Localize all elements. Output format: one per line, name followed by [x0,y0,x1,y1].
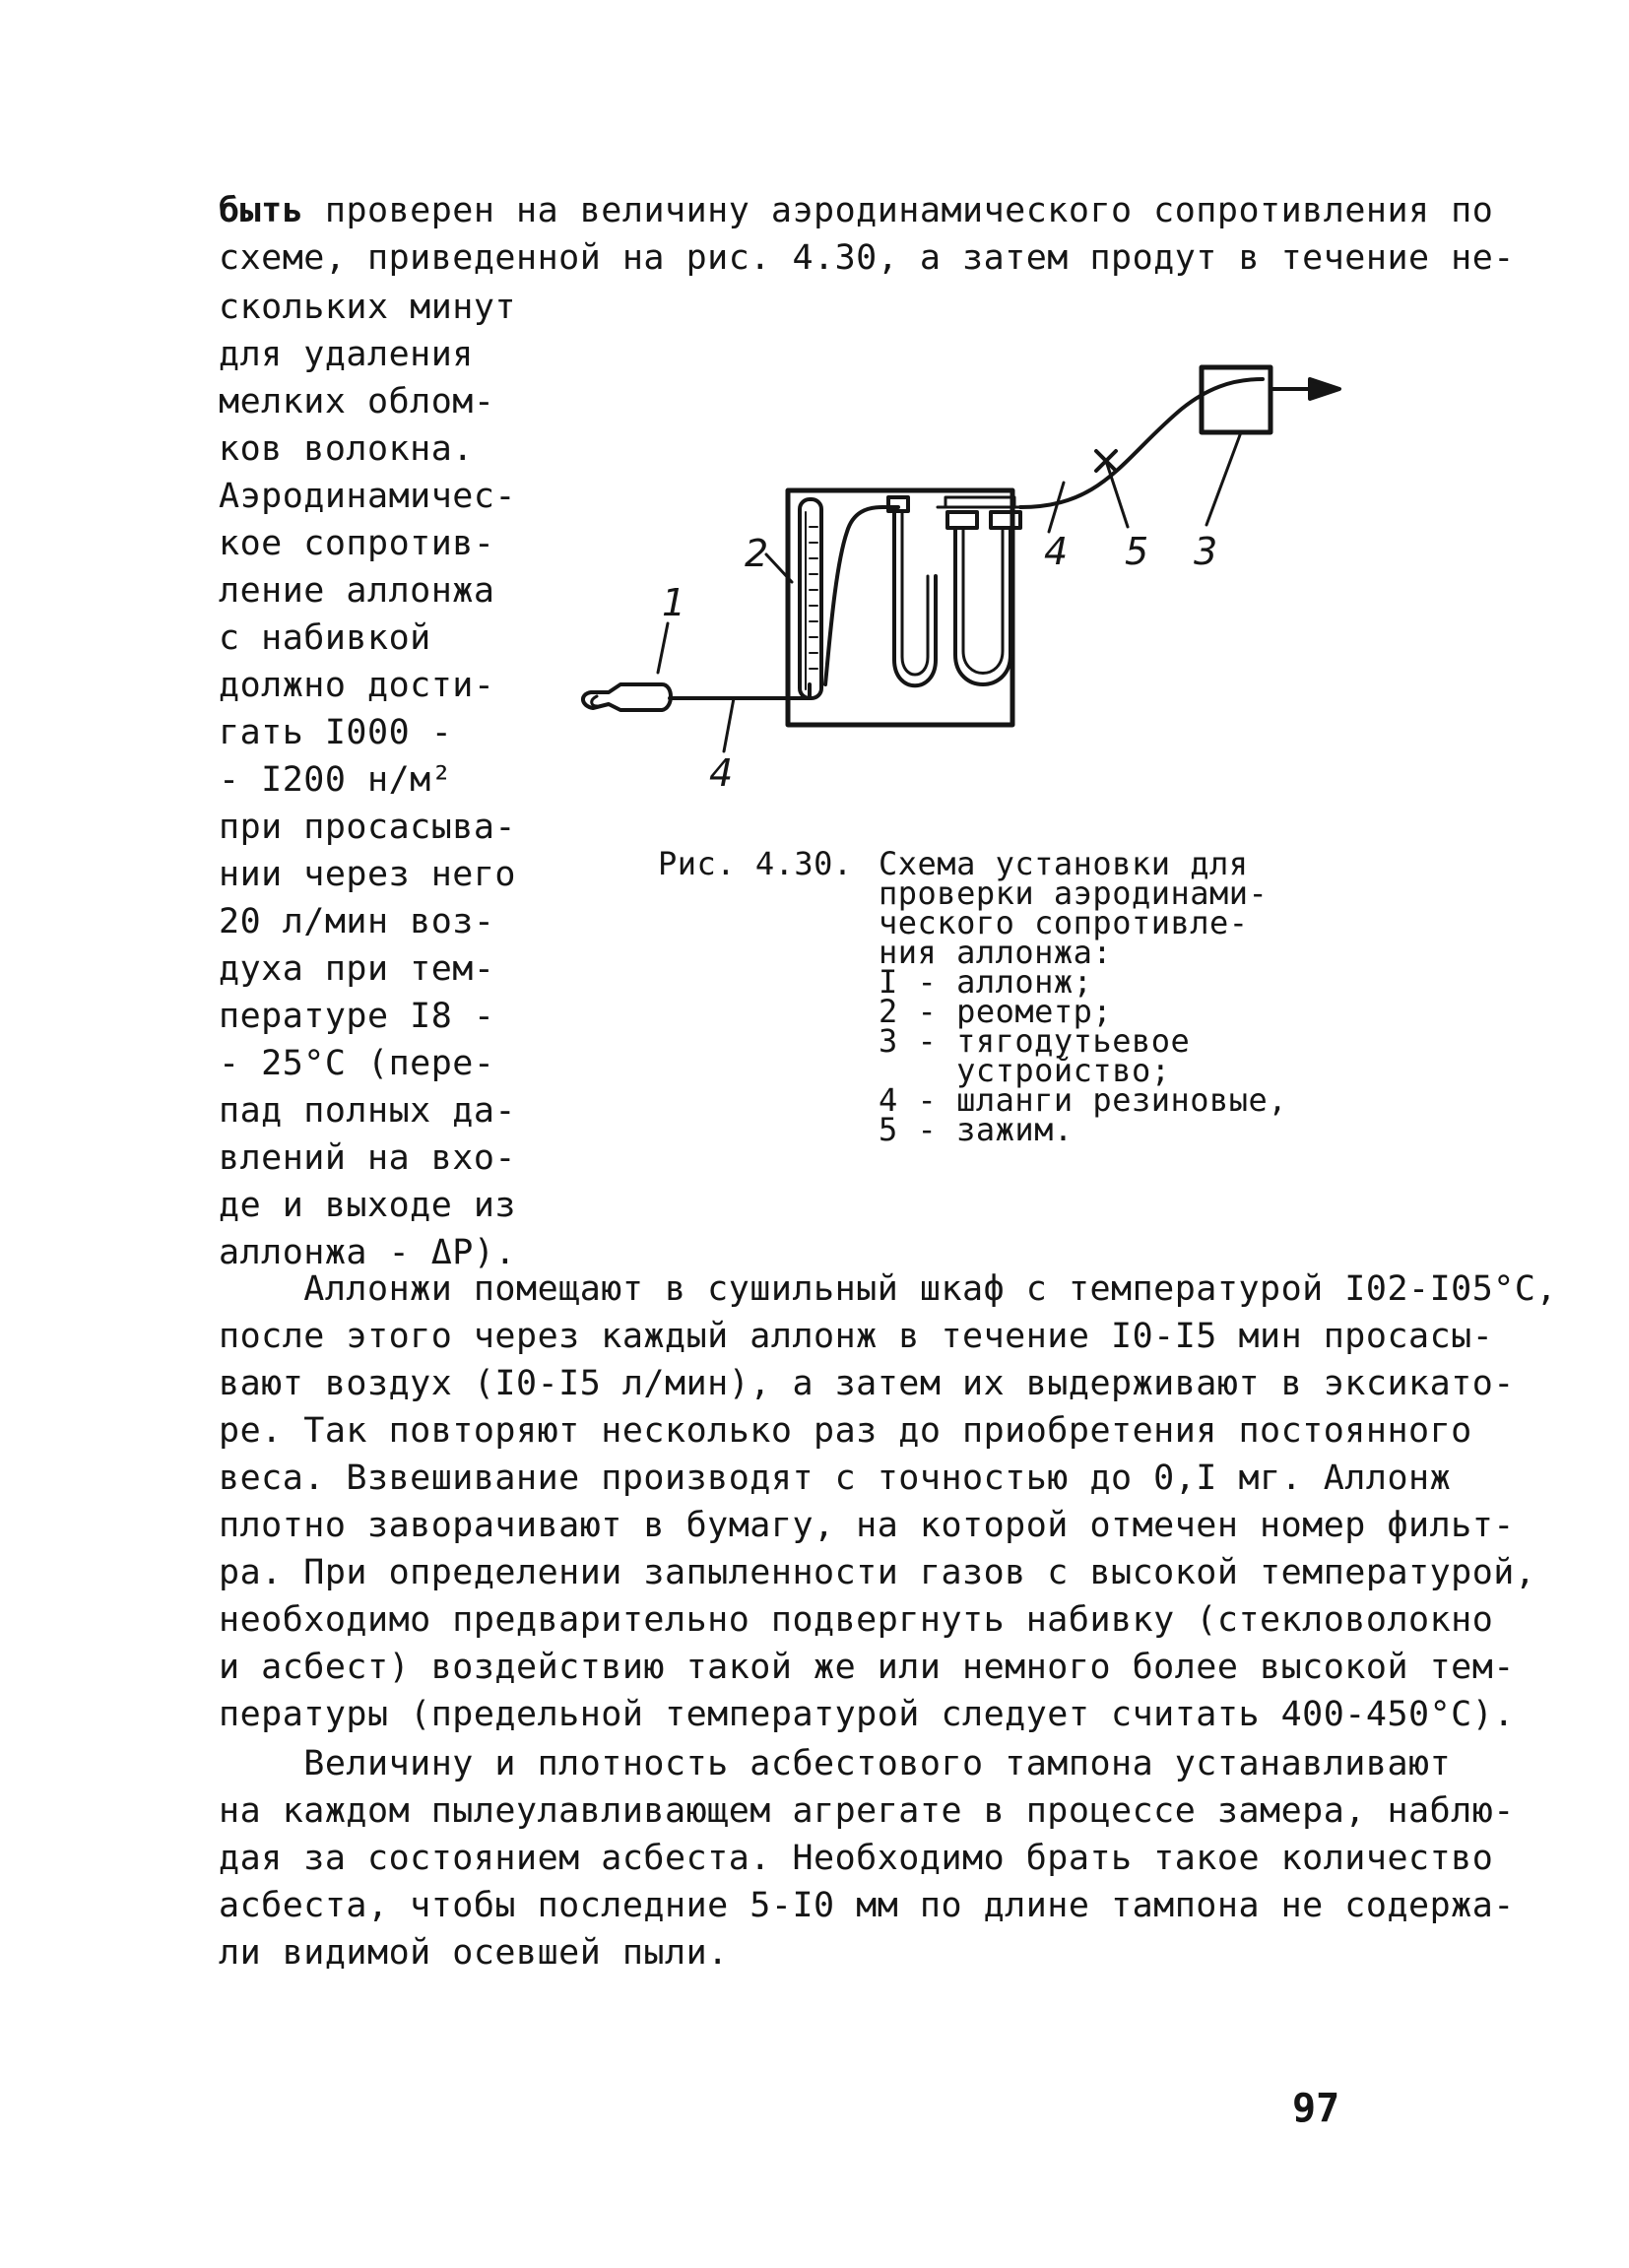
body-line: вают воздух (I0-I5 л/мин), а затем их выдерживают в эксикато- [219,1364,1515,1403]
caption-line: проверки аэродинами- [879,875,1269,912]
left-column-line: при просасыва- [219,808,517,847]
left-column-line: 20 л/мин воз- [219,902,495,941]
body-line: Аллонжи помещают в сушильный шкаф с температурой I02-I05°C, [219,1269,1558,1309]
left-column-line: гать I000 - [219,713,453,752]
setup-schematic [552,350,1359,793]
line-rest: проверен на величину аэродинамического сопротивления по [303,191,1494,230]
body-line: асбеста, чтобы последние 5-I0 мм по длине тампона не содержа- [219,1886,1515,1925]
top-paragraph-line-1 [219,187,1493,234]
body-line: и асбест) воздействию такой же или немного более высокой тем- [219,1648,1515,1687]
bold-word: быть [219,191,304,230]
u-tube-cap [991,512,1020,528]
body-line: ра. При определении запыленности газов с высокой температурой, [219,1553,1536,1592]
body-line: ли видимой осевшей пыли. [219,1933,729,1973]
body-line: плотно заворачивают в бумагу, на которой отмечен номер фильт- [219,1506,1515,1545]
body-line: на каждом пылеулавливающем агрегате в процессе замера, наблю- [219,1791,1515,1831]
figure-label: 3 [1194,530,1218,573]
left-column-line: де и выходе из [219,1186,517,1225]
caption-line: 5 - зажим. [879,1111,1074,1148]
caption-line: Схема установки для [879,845,1249,882]
body-line: Величину и плотность асбестового тампона устанавливают [219,1744,1452,1783]
body-line: после этого через каждый аллонж в течение I0-I5 мин просасы- [219,1317,1494,1356]
left-column-line: мелких облом- [219,382,495,421]
caption-line: 4 - шланги резиновые, [879,1081,1288,1119]
u-tube-1 [894,511,936,685]
figure-label: 1 [662,581,686,624]
left-column-line: кое сопротив- [219,524,495,563]
caption-line: I - аллонж; [879,963,1093,1001]
left-column-line: ков волокна. [219,429,474,469]
caption-line: ческого сопротивле- [879,904,1249,941]
left-column-line: аллонжа - ΔP). [219,1233,517,1272]
left-column-line: с набивкой [219,618,431,658]
body-line: пературы (предельной температурой следует считать 400-450°C). [219,1695,1515,1734]
body-line: веса. Взвешивание производят с точностью до 0,I мг. Аллонж [219,1458,1452,1498]
body-line: ре. Так повторяют несколько раз до приобретения постоянного [219,1411,1472,1451]
top-paragraph-line-2: схеме, приведенной на рис. 4.30, а затем продут в течение не- [219,238,1515,278]
u-tube-cap [947,512,977,528]
left-column-line: - I200 н/м² [219,760,453,800]
connecting-tube [825,507,898,684]
body-line: дая за состоянием асбеста. Необходимо брать такое количество [219,1839,1494,1878]
left-column-line: Аэродинамичес- [219,477,517,516]
blower-box [1202,367,1271,432]
caption-line: ния аллонжа: [879,934,1113,971]
caption-line: 3 - тягодутьевое [879,1022,1191,1060]
left-column-line: скольких минут [219,288,517,327]
left-column-line: должно дости- [219,666,495,705]
body-line: необходимо предварительно подвергнуть набивку (стекловолокно [219,1600,1494,1640]
page-number: 97 [1292,2086,1340,2131]
left-column-line: для удаления [219,335,474,374]
caption-number: Рис. 4.30. [658,845,853,882]
left-column-line: нии через него [219,855,517,894]
left-column-line: пад полных да- [219,1091,517,1131]
hose-outlet [1020,379,1263,507]
figure-label: 4 [1044,530,1069,573]
caption-line: 2 - реометр; [879,993,1113,1030]
left-column-line: влений на вхо- [219,1138,517,1178]
left-column-line: духа при тем- [219,949,495,989]
figure-label: 4 [709,751,734,793]
figure-label: 5 [1125,530,1149,573]
left-column-line: - 25°C (пере- [219,1044,495,1083]
figure-label: 2 [745,532,769,575]
left-column-line: пературе I8 - [219,997,495,1036]
caption-line: устройство; [879,1052,1171,1089]
left-column-line: ление аллонжа [219,571,495,611]
